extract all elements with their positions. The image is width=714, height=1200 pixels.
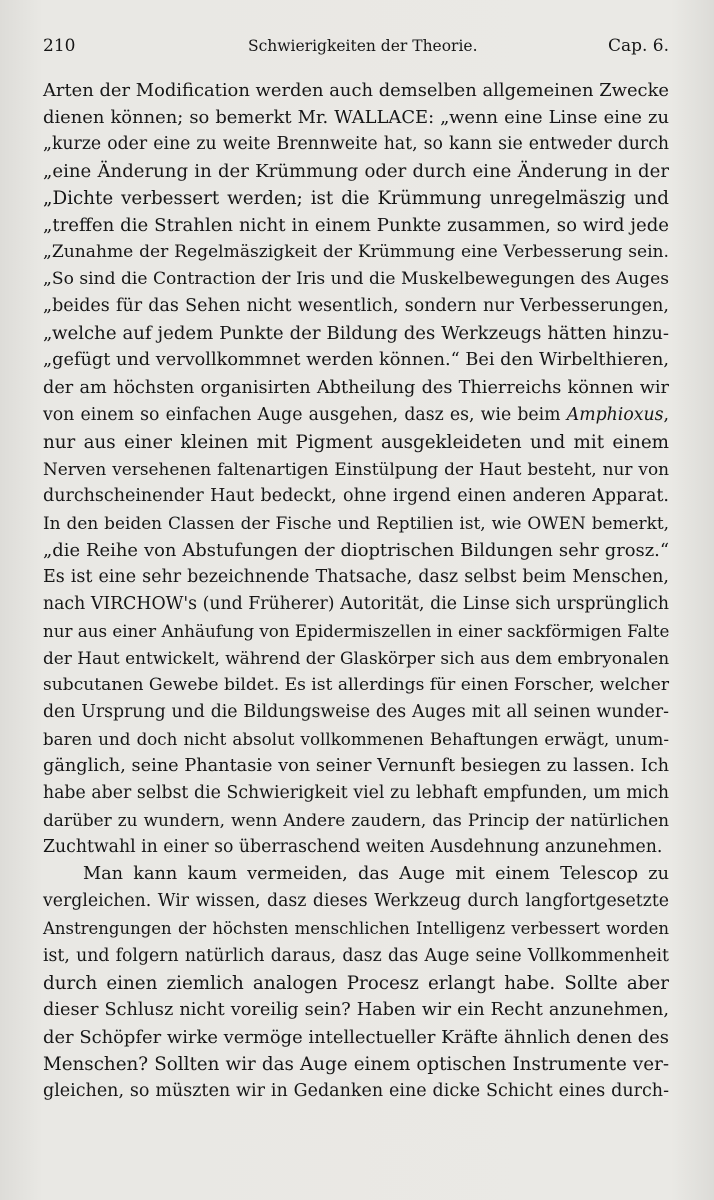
text-line: baren und doch nicht absolut vollkommenen Behaftungen erwägt, unum- [43,729,669,750]
text-line: dienen können; so bemerkt Mr. WALLACE: „wenn eine Linse eine zu [43,107,669,129]
text-line: „gefügt und vervollkommnet werden können.“ Bei den Wirbelthieren, [43,350,669,371]
text-line: habe aber selbst die Schwierigkeit viel zu lebhaft empfunden, um mich [43,783,669,804]
text-line: Zuchtwahl in einer so überraschend weiten Ausdehnung anzunehmen. [43,837,663,858]
text-line: nach VIRCHOW's (und Früherer) Autorität, die Linse sich ursprünglich [43,593,669,614]
body-text [43,77,669,1105]
text-line: subcutanen Gewebe bildet. Es ist allerdings für einen Forscher, welcher [43,675,670,696]
italic-term: Amphioxus [566,404,664,425]
text-line: „eine Änderung in der Krümmung oder durch eine Änderung in der [43,161,669,183]
text-line: dieser Schlusz nicht voreilig sein? Haben wir ein Recht anzunehmen, [43,999,669,1020]
text-line: vergleichen. Wir wissen, dasz dieses Werkzeug durch langfortgesetzte [43,891,669,912]
text-line: Menschen? Sollten wir das Auge einem optischen Instrumente ver- [43,1053,669,1075]
text-line: „beides für das Sehen nicht wesentlich, sondern nur Verbesserungen, [43,296,669,317]
text-line: gleichen, so müszten wir in Gedanken eine dicke Schicht eines durch- [43,1080,669,1101]
page-header [43,36,671,66]
running-head: Schwierigkeiten der Theorie. [248,37,478,55]
page-number: 210 [43,36,76,56]
text-line: gänglich, seine Phantasie von seiner Vernunft besiegen zu lassen. Ich [43,756,669,777]
text-line: nur aus einer Anhäufung von Epidermiszellen in einer sackförmigen Falte [43,620,670,641]
text-line: durch einen ziemlich analogen Procesz erlangt habe. Sollte aber [43,972,669,994]
text-line: „Zunahme der Regelmäszigkeit der Krümmung eine Verbesserung sein. [43,242,669,263]
text-line: ist, und folgern natürlich daraus, dasz das Auge seine Vollkommenheit [43,945,669,966]
text-line: In den beiden Classen der Fische und Reptilien ist, wie OWEN bemerkt, [43,512,669,533]
text-line: Anstrengungen der höchsten menschlichen Intelligenz verbessert worden [43,919,669,939]
text-line: „welche auf jedem Punkte der Bildung des Werkzeugs hätten hinzu- [43,323,669,345]
chapter-label: Cap. 6. [607,36,669,56]
text-line: Arten der Modification werden auch demselben allgemeinen Zwecke [43,80,669,101]
text-line: durchscheinender Haut bedeckt, ohne irgend einen anderen Apparat. [43,485,669,506]
text-line: den Ursprung und die Bildungsweise des Auges mit all seinen wunder- [43,702,669,723]
text-line: Nerven versehenen faltenartigen Einstülpung der Haut besteht, nur von [43,458,669,479]
text-line: darüber zu wundern, wenn Andere zaudern, das Princip der natürlichen [43,810,669,831]
text-line: „kurze oder eine zu weite Brennweite hat, so kann sie entweder durch [43,134,669,155]
text-line: der Schöpfer wirke vermöge intellectueller Kräfte ähnlich denen des [43,1026,669,1048]
text-line: der am höchsten organisirten Abtheilung des Thierreichs können wir [43,377,669,398]
text-line: Es ist eine sehr bezeichnende Thatsache, dasz selbst beim Menschen, [43,566,669,587]
text-line: von einem so einfachen Auge ausgehen, dasz es, wie beim Amphioxus, [43,404,669,425]
text-line: „treffen die Strahlen nicht in einem Punkte zusammen, so wird jede [43,215,669,237]
text-line: nur aus einer kleinen mit Pigment ausgekleideten und mit einem [43,431,669,453]
text-line: „So sind die Contraction der Iris und die Muskelbewegungen des Auges [43,269,669,290]
text-line: „die Reihe von Abstufungen der dioptrischen Bildungen sehr grosz.“ [43,539,669,561]
text-line: „Dichte verbessert werden; ist die Krümmung unregelmäszig und [43,188,669,210]
paragraph-start-line: Man kann kaum vermeiden, das Auge mit einem Telescop zu [83,864,669,885]
text-line: der Haut entwickelt, während der Glaskörper sich aus dem embryonalen [43,647,670,668]
